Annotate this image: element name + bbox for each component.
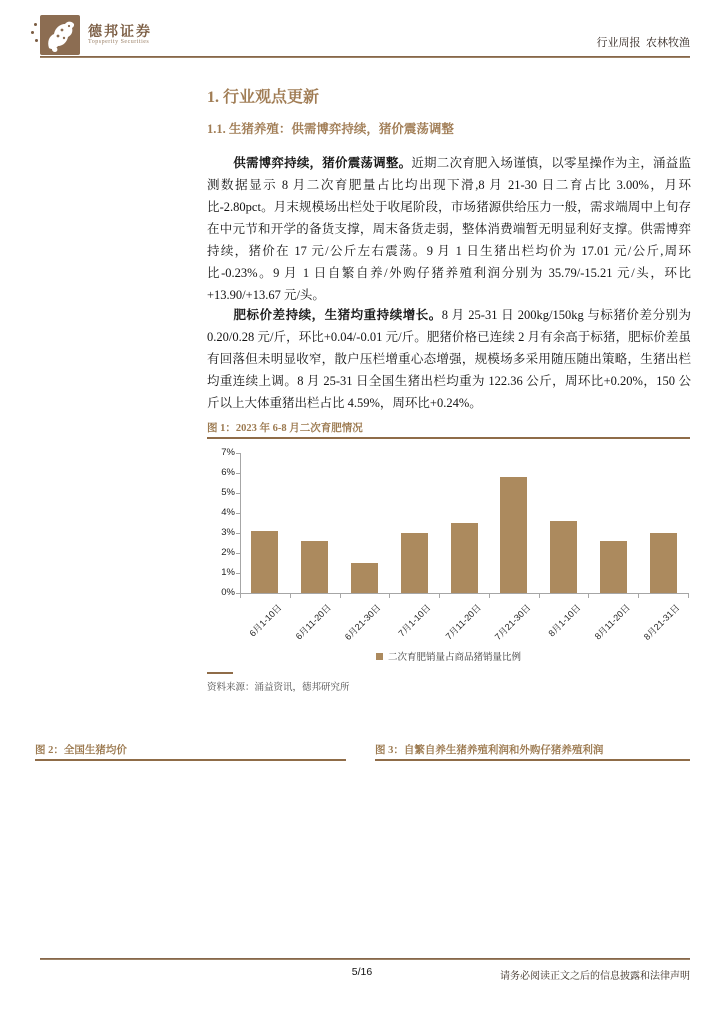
bar-chart (207, 441, 690, 673)
bar-6月21-30日 (351, 563, 378, 593)
bar-8月21-31日 (650, 533, 677, 593)
report-category-label: 行业周报 农林牧渔 (596, 37, 690, 49)
leopard-icon (40, 15, 80, 55)
x-axis-tick (240, 594, 241, 598)
figure1-source: 资料来源：涌益资讯，德邦研究所 (207, 683, 350, 693)
logo-spot-icon (34, 23, 37, 26)
y-axis-tick (236, 533, 240, 534)
y-axis-tick (236, 473, 240, 474)
bar-7月21-30日 (500, 477, 527, 593)
bar-8月1-10日 (550, 521, 577, 593)
x-axis-tick-label: 7月21-30日 (492, 602, 533, 643)
paragraph-body: 8 月 25-31 日 200kg/150kg 与标猪价差分别为 0.20/0.28 元/斤，环比+0.04/-0.01 元/斤。肥猪价格已连续 2 月有余高于标猪，肥标价差虽有回落但未明显收窄，散户压栏增重心态增强，规模场多采用随压随出策略，生猪出栏均重连续上调。8 月 25-31 日全国生猪出栏均重为 122.36 公斤，周环比+0.20%，150 公斤以上大体重猪出栏占比 4.59%，周环比+0.24%。 (207, 308, 691, 410)
x-axis-tick-label: 6月21-30日 (343, 602, 383, 643)
x-axis-tick-label: 7月1-10日 (396, 602, 433, 639)
x-axis-tick (539, 594, 540, 598)
x-axis-tick-label: 8月21-31日 (641, 602, 682, 643)
x-axis-tick (439, 594, 440, 598)
chart-legend (207, 649, 690, 663)
x-axis-tick-label: 8月11-20日 (592, 602, 632, 642)
y-axis-tick (236, 553, 240, 554)
x-axis-tick-label: 8月1-10日 (545, 602, 583, 639)
logo-spot-icon (35, 39, 38, 42)
y-axis-tick-label: 6% (221, 467, 235, 478)
y-axis-tick-label: 7% (221, 447, 235, 458)
paragraph-price-spread (207, 304, 691, 414)
figure3-caption: 图 3：自繁自养生猪养殖利润和外购仔猪养殖利润 (375, 745, 604, 756)
legend-swatch-icon (376, 653, 383, 660)
page-number: 5/16 (351, 966, 373, 978)
x-axis-tick (688, 594, 689, 598)
brand-name: 德邦证券 (88, 25, 152, 40)
x-axis-tick-label: 6月11-20日 (293, 602, 334, 642)
y-axis-tick (236, 493, 240, 494)
figure1-caption: 图 1：2023 年 6-8 月二次育肥情况 (207, 423, 363, 434)
x-axis-tick (588, 594, 589, 598)
logo-spot-icon (31, 31, 34, 34)
y-axis-tick-label: 2% (221, 547, 235, 558)
x-axis-tick (389, 594, 390, 598)
bar-7月1-10日 (401, 533, 428, 593)
footer-divider (40, 958, 690, 960)
subsection-heading: 1.1. 生猪养殖：供需博弈持续，猪价震荡调整 (207, 122, 454, 136)
footer-disclaimer: 请务必阅读正文之后的信息披露和法律声明 (500, 971, 690, 982)
y-axis-tick (236, 513, 240, 514)
legend-label: 二次育肥销量占商品猪销量比例 (387, 652, 521, 663)
figure1-caption-divider (207, 437, 690, 439)
x-axis-tick (638, 594, 639, 598)
x-axis-tick (489, 594, 490, 598)
header-divider (40, 56, 690, 58)
paragraph-lead: 供需博弈持续，猪价震荡调整。 (233, 156, 412, 170)
y-axis-tick-label: 3% (221, 527, 235, 538)
source-divider (207, 672, 233, 674)
bar-8月11-20日 (600, 541, 627, 593)
bar-7月11-20日 (451, 523, 478, 593)
x-axis-tick (340, 594, 341, 598)
x-axis-tick-label: 7月11-20日 (443, 602, 483, 642)
y-axis-tick (236, 573, 240, 574)
paragraph-supply-demand (207, 152, 691, 306)
bar-6月1-10日 (251, 531, 278, 593)
figure2-caption: 图 2：全国生猪均价 (35, 745, 127, 756)
chart-y-axis (240, 453, 241, 594)
y-axis-tick-label: 1% (221, 567, 235, 578)
figure2-caption-divider (35, 759, 346, 761)
y-axis-tick-label: 4% (221, 507, 235, 518)
figure3-caption-divider (375, 759, 690, 761)
y-axis-tick (236, 453, 240, 454)
company-logo (40, 15, 80, 55)
chart-x-axis (240, 593, 689, 594)
brand-subtitle: Topsperity Securities (88, 39, 150, 45)
x-axis-tick-label: 6月1-10日 (247, 602, 284, 639)
y-axis-tick-label: 5% (221, 487, 235, 498)
x-axis-tick (290, 594, 291, 598)
paragraph-lead: 肥标价差持续，生猪均重持续增长。 (233, 308, 442, 322)
paragraph-body: 近期二次育肥入场谨慎，以零星操作为主，涌益监测数据显示 8 月二次育肥量占比均出现下滑,8 月 21-30 日二育占比 3.00%，月环比-2.80pct。月末规模场出栏处于收尾阶段，市场猪源供给压力一般，需求端周中上旬存在中元节和开学的备货支撑，周末备货走弱，整体消费端暂无明显利好支撑。供需博弈持续，猪价在 17 元/公斤左右震荡。9 月 1 日生猪出栏均价为 17.01 元/公斤,周环比-0.23%。9 月 1 日自繁自养/外购仔猪养殖利润分别为 35.79/-15.21 元/头，环比+13.90/+13.67 元/头。 (207, 156, 691, 302)
y-axis-tick-label: 0% (221, 587, 235, 598)
section-heading: 1. 行业观点更新 (207, 89, 320, 106)
bar-6月11-20日 (301, 541, 328, 593)
